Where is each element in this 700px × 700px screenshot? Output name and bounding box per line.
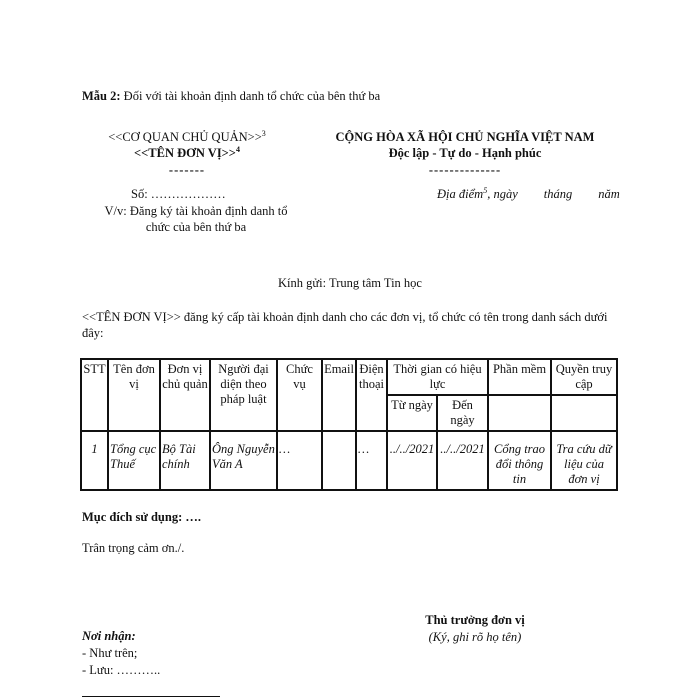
signer-title: Thủ trưởng đơn vị	[425, 613, 525, 627]
national-motto: Độc lập - Tự do - Hạnh phúc	[388, 146, 542, 160]
year-label: năm	[598, 187, 620, 201]
parent-agency	[96, 130, 278, 145]
cell-access: Tra cứu dữ liệu của đơn vị	[551, 431, 617, 490]
place-label: Địa điểm	[437, 187, 484, 201]
cell-phone: …	[356, 431, 387, 490]
cell-software: Cổng trao đổi thông tin	[488, 431, 551, 490]
recipient-item: - Như trên;	[82, 646, 138, 660]
header-parent-unit: Đơn vị chủ quản	[160, 359, 210, 431]
header-validity: Thời gian có hiệu lực	[387, 359, 488, 395]
form-title-label: Mẫu 2:	[82, 89, 121, 103]
table-header-row	[81, 359, 617, 395]
header-software: Phần mềm	[488, 359, 551, 395]
header-unit-name: Tên đơn vị	[108, 359, 160, 431]
unit-name-footnote-ref: 4	[235, 144, 240, 154]
cell-stt: 1	[81, 431, 108, 490]
subject-line-1: V/v: Đăng ký tài khoản định danh tổ	[104, 204, 288, 218]
national-title: CỘNG HÒA XÃ HỘI CHỦ NGHĨA VIỆT NAM	[335, 130, 595, 144]
header-to-date: Đến ngày	[437, 395, 488, 431]
left-header-separator: -------	[168, 163, 206, 177]
cell-email	[322, 431, 356, 490]
header-access-blank	[551, 395, 617, 431]
recipient-item: - Lưu: ………..	[82, 663, 161, 677]
subject-line-2: chức của bên thứ ba	[145, 220, 247, 234]
header-representative: Người đại diện theo pháp luật	[210, 359, 277, 431]
usage-purpose: Mục đích sử dụng: ….	[82, 510, 201, 524]
document-subject	[82, 203, 310, 235]
unit-name-text: <<TÊN ĐƠN VỊ>>	[134, 146, 236, 160]
signer-note: (Ký, ghi rõ họ tên)	[428, 630, 522, 644]
table-row	[81, 431, 617, 490]
right-header-separator: --------------	[428, 163, 502, 177]
registration-table	[80, 358, 618, 491]
unit-name	[96, 146, 278, 161]
parent-agency-text: <<CƠ QUAN CHỦ QUẢN>>	[108, 130, 262, 144]
cell-from-date: ../../2021	[387, 431, 437, 490]
header-position: Chức vụ	[277, 359, 322, 431]
intro-paragraph: <<TÊN ĐƠN VỊ>> đăng ký cấp tài khoản định danh cho các đơn vị, tổ chức có tên trong danh sách dưới đây:	[82, 310, 608, 340]
form-title	[82, 89, 380, 104]
place-date	[437, 187, 620, 202]
header-software-blank	[488, 395, 551, 431]
cell-to-date: ../../2021	[437, 431, 488, 490]
month-label: tháng	[543, 187, 573, 201]
cell-parent-unit: Bộ Tài chính	[160, 431, 210, 490]
cell-position: …	[277, 431, 322, 490]
recipients-title: Nơi nhận:	[82, 629, 136, 643]
cell-unit-name: Tổng cục Thuế	[108, 431, 160, 490]
footnote-divider	[82, 696, 220, 697]
header-phone: Điện thoại	[356, 359, 387, 431]
document-number: Số: ………………	[131, 187, 226, 201]
greeting: Kính gửi: Trung tâm Tin học	[278, 276, 422, 290]
header-from-date: Từ ngày	[387, 395, 437, 431]
header-access: Quyền truy cập	[551, 359, 617, 395]
day-label: , ngày	[487, 187, 518, 201]
header-email: Email	[322, 359, 356, 431]
cell-representative: Ông Nguyễn Văn A	[210, 431, 277, 490]
parent-agency-footnote-ref: 3	[261, 128, 266, 138]
header-stt: STT	[81, 359, 108, 431]
place-footnote-ref: 5	[483, 185, 488, 195]
form-title-text: Đối với tài khoản định danh tổ chức của bên thứ ba	[120, 89, 381, 103]
closing-thanks: Trân trọng cảm ơn./.	[82, 541, 185, 555]
